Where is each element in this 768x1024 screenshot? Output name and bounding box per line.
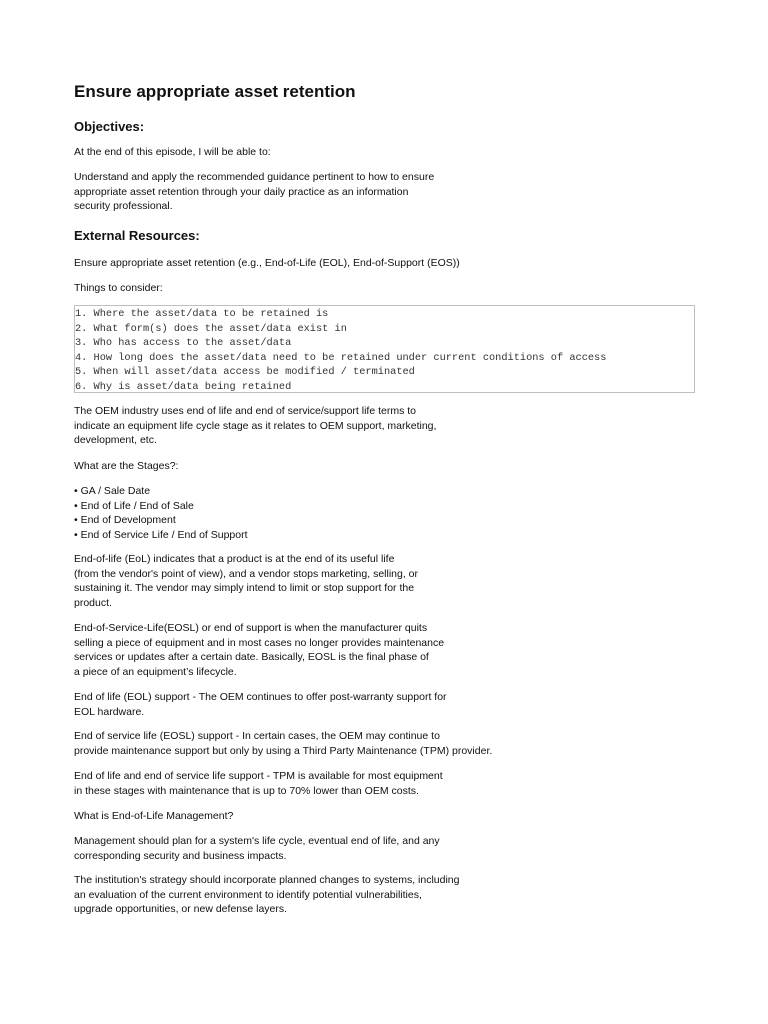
list-item: • End of Life / End of Sale <box>74 499 194 512</box>
text-line: development, etc. <box>74 434 157 447</box>
eol-support-paragraph <box>74 690 447 719</box>
code-line: 2. What form(s) does the asset/data exist in <box>75 322 347 335</box>
objectives-body <box>74 170 434 214</box>
external-resources-subtitle <box>74 256 460 271</box>
text-line: security professional. <box>74 200 173 213</box>
management-plan-paragraph <box>74 834 440 863</box>
text-line: selling a piece of equipment and in most cases no longer provides maintenance <box>74 636 445 649</box>
stages-question <box>74 459 178 474</box>
text-line: End-of-life (EoL) indicates that a product is at the end of its useful life <box>74 553 395 565</box>
text-line: provide maintenance support but only by using a Third Party Maintenance (TPM) provider. <box>74 744 493 757</box>
text-line: At the end of this episode, I will be able to: <box>74 146 271 158</box>
list-item: • GA / Sale Date <box>74 485 151 497</box>
text-line: in these stages with maintenance that is up to 70% lower than OEM costs. <box>74 784 419 797</box>
text-line: Understand and apply the recommended guidance pertinent to how to ensure <box>74 171 435 183</box>
external-resources-heading: External Resources: <box>74 228 200 243</box>
eol-definition-paragraph <box>74 552 418 611</box>
text-line: Management should plan for a system's life cycle, eventual end of life, and any <box>74 835 440 847</box>
text-line: upgrade opportunities, or new defense layers. <box>74 903 288 916</box>
code-line: 1. Where the asset/data to be retained is <box>75 308 329 320</box>
code-line: 5. When will asset/data access be modified / terminated <box>75 366 415 379</box>
text-line: End-of-Service-Life(EOSL) or end of support is when the manufacturer quits <box>74 622 428 634</box>
text-line: Ensure appropriate asset retention (e.g., End-of-Life (EOL), End-of-Support (EOS)) <box>74 257 460 269</box>
stages-list <box>74 484 248 543</box>
things-to-consider-label <box>74 281 163 296</box>
text-line: End of service life (EOSL) support - In certain cases, the OEM may continue to <box>74 730 440 742</box>
objectives-intro <box>74 145 271 160</box>
objectives-heading: Objectives: <box>74 119 145 134</box>
text-line: (from the vendor's point of view), and a vendor stops marketing, selling, or <box>74 567 419 580</box>
text-line: a piece of an equipment’s lifecycle. <box>74 666 237 679</box>
text-line: indicate an equipment life cycle stage as it relates to OEM support, marketing, <box>74 419 437 432</box>
text-line: appropriate asset retention through your daily practice as an information <box>74 185 409 198</box>
list-item: • End of Service Life / End of Support <box>74 529 248 542</box>
oem-intro-paragraph <box>74 404 436 448</box>
tpm-support-paragraph <box>74 769 443 798</box>
text-line: What are the Stages?: <box>74 460 179 472</box>
code-line: 3. Who has access to the asset/data <box>75 337 292 350</box>
text-line: The OEM industry uses end of life and end of service/support life terms to <box>74 405 416 417</box>
eosl-definition-paragraph <box>74 621 444 680</box>
eosl-support-paragraph <box>74 729 492 758</box>
text-line: What is End-of-Life Management? <box>74 810 234 822</box>
code-line: 4. How long does the asset/data need to be retained under current conditions of access <box>75 351 607 364</box>
strategy-paragraph <box>74 873 459 917</box>
page-title: Ensure appropriate asset retention <box>74 82 356 101</box>
text-line: End of life (EOL) support - The OEM continues to offer post-warranty support for <box>74 691 447 703</box>
text-line: product. <box>74 597 112 610</box>
code-line: 6. Why is asset/data being retained <box>75 380 292 393</box>
text-line: corresponding security and business impacts. <box>74 849 287 862</box>
text-line: Things to consider: <box>74 282 163 294</box>
things-to-consider-code-block <box>74 305 695 393</box>
list-item: • End of Development <box>74 514 176 527</box>
text-line: services or updates after a certain date. Basically, EOSL is the final phase of <box>74 651 429 664</box>
text-line: The institution's strategy should incorporate planned changes to systems, including <box>74 874 460 886</box>
text-line: End of life and end of service life support - TPM is available for most equipment <box>74 770 443 782</box>
eol-management-question <box>74 809 233 824</box>
text-line: an evaluation of the current environment to identify potential vulnerabilities, <box>74 888 422 901</box>
text-line: sustaining it. The vendor may simply intend to limit or stop support for the <box>74 582 415 595</box>
text-line: EOL hardware. <box>74 705 145 718</box>
